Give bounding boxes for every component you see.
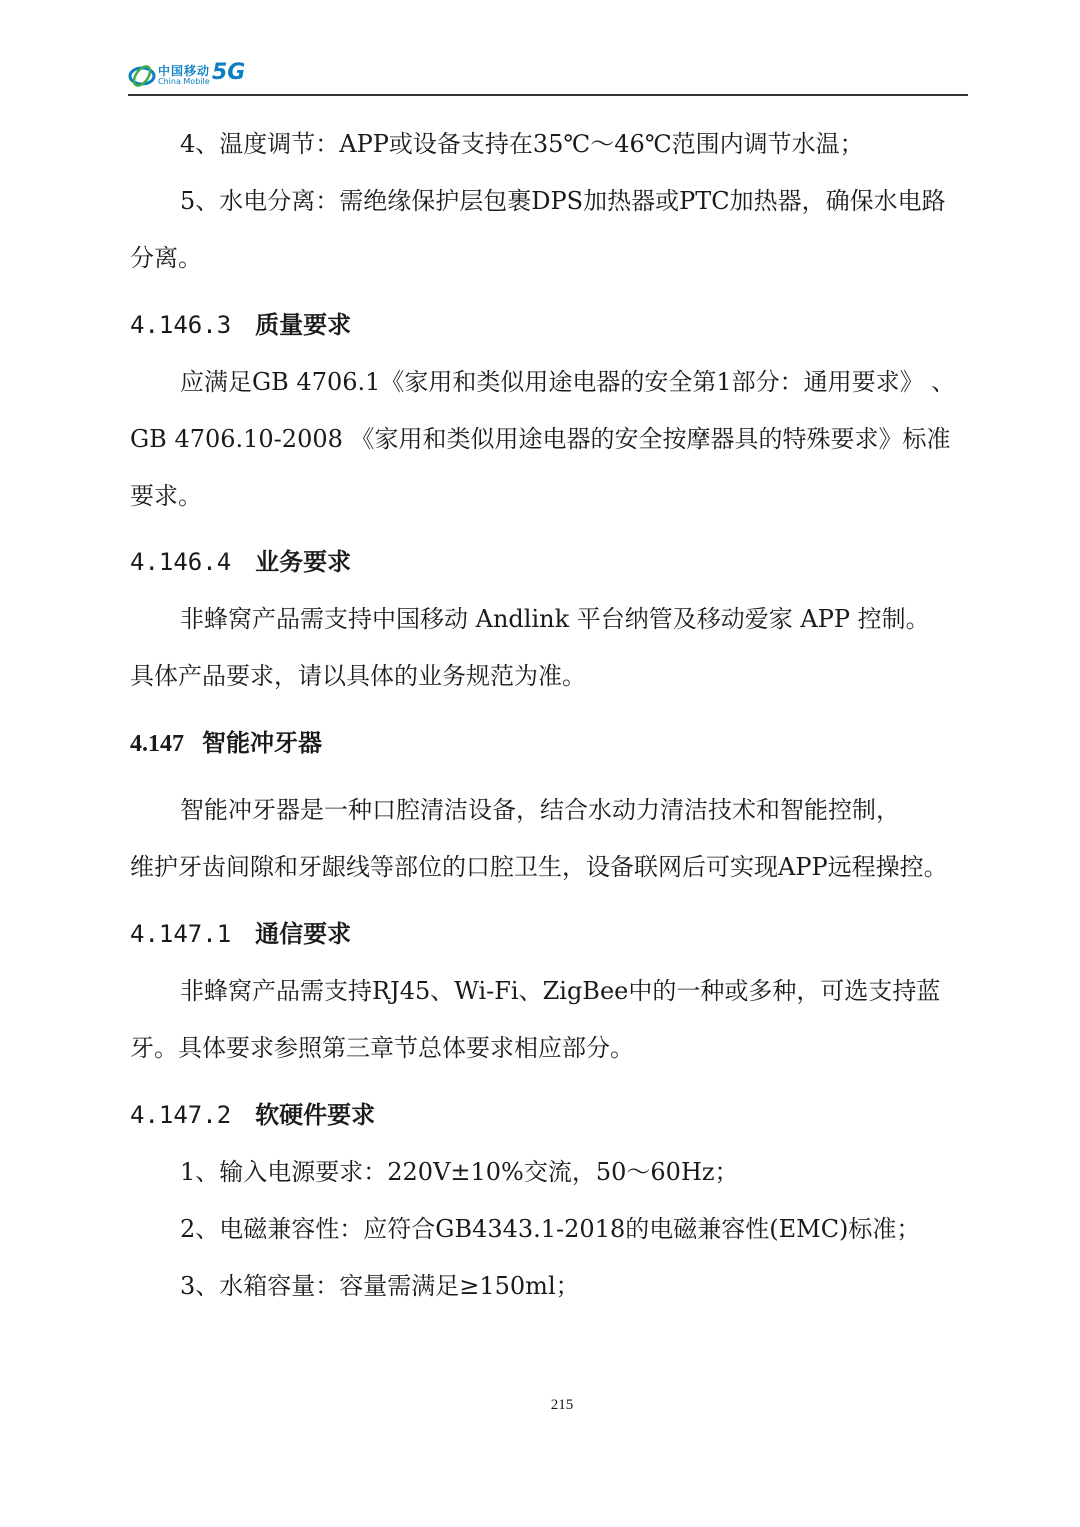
paragraph-line: 非蜂窝产品需支持RJ45、Wi-Fi、ZigBee中的一种或多种，可选支持蓝	[180, 977, 941, 1005]
china-mobile-logo	[128, 62, 156, 92]
section-number: 4.146.3	[130, 311, 232, 339]
section-heading-4-147	[130, 728, 322, 759]
paragraph-line: 智能冲牙器是一种口腔清洁设备，结合水动力清洁技术和智能控制，	[180, 796, 900, 824]
paragraph-line: 分离。	[130, 244, 202, 272]
header-divider	[128, 94, 968, 96]
section-number: 4.147.1	[130, 920, 232, 948]
logo-english-text: China Mobile	[158, 77, 210, 86]
paragraph-line: 牙。具体要求参照第三章节总体要求相应部分。	[130, 1034, 634, 1062]
paragraph-line: 3、水箱容量：容量需满足≥150ml；	[180, 1272, 580, 1300]
logo-chinese-text: 中国移动	[158, 64, 211, 78]
section-heading-4-146-3	[130, 310, 351, 340]
section-title: 通信要求	[255, 920, 352, 948]
paragraph-line: 2、电磁兼容性：应符合GB4343.1-2018的电磁兼容性(EMC)标准；	[180, 1215, 921, 1243]
section-heading-4-147-1	[130, 919, 351, 949]
paragraph-line: 具体产品要求，请以具体的业务规范为准。	[130, 662, 586, 690]
section-title: 智能冲牙器	[202, 729, 322, 757]
section-title: 业务要求	[255, 548, 352, 576]
section-heading-4-147-2	[130, 1100, 375, 1130]
paragraph-line: 4、温度调节：APP或设备支持在35℃～46℃范围内调节水温；	[180, 130, 864, 158]
paragraph-line: 应满足GB 4706.1《家用和类似用途电器的安全第1部分：通用要求》 、	[180, 368, 956, 396]
paragraph-line: 非蜂窝产品需支持中国移动 Andlink 平台纳管及移动爱家 APP 控制。	[180, 605, 930, 633]
china-mobile-swirl-icon	[128, 62, 156, 90]
section-heading-4-146-4	[130, 547, 351, 577]
logo-5g-text: 5G	[212, 60, 246, 85]
section-title: 质量要求	[255, 311, 352, 339]
paragraph-line: 1、输入电源要求：220V±10%交流，50～60Hz；	[180, 1158, 739, 1186]
paragraph-line: 维护牙齿间隙和牙龈线等部位的口腔卫生，设备联网后可实现APP远程操控。	[130, 853, 948, 881]
section-title: 软硬件要求	[255, 1101, 376, 1129]
paragraph-line: 5、水电分离：需绝缘保护层包裹DPS加热器或PTC加热器，确保水电路	[180, 187, 946, 215]
section-number: 4.147	[130, 731, 184, 757]
paragraph-line: GB 4706.10-2008 《家用和类似用途电器的安全按摩器具的特殊要求》标准	[130, 425, 951, 453]
page-header	[128, 58, 968, 96]
paragraph-line: 要求。	[130, 482, 202, 510]
section-number: 4.146.4	[130, 548, 232, 576]
section-number: 4.147.2	[130, 1101, 232, 1129]
page-number: 215	[550, 1397, 574, 1413]
